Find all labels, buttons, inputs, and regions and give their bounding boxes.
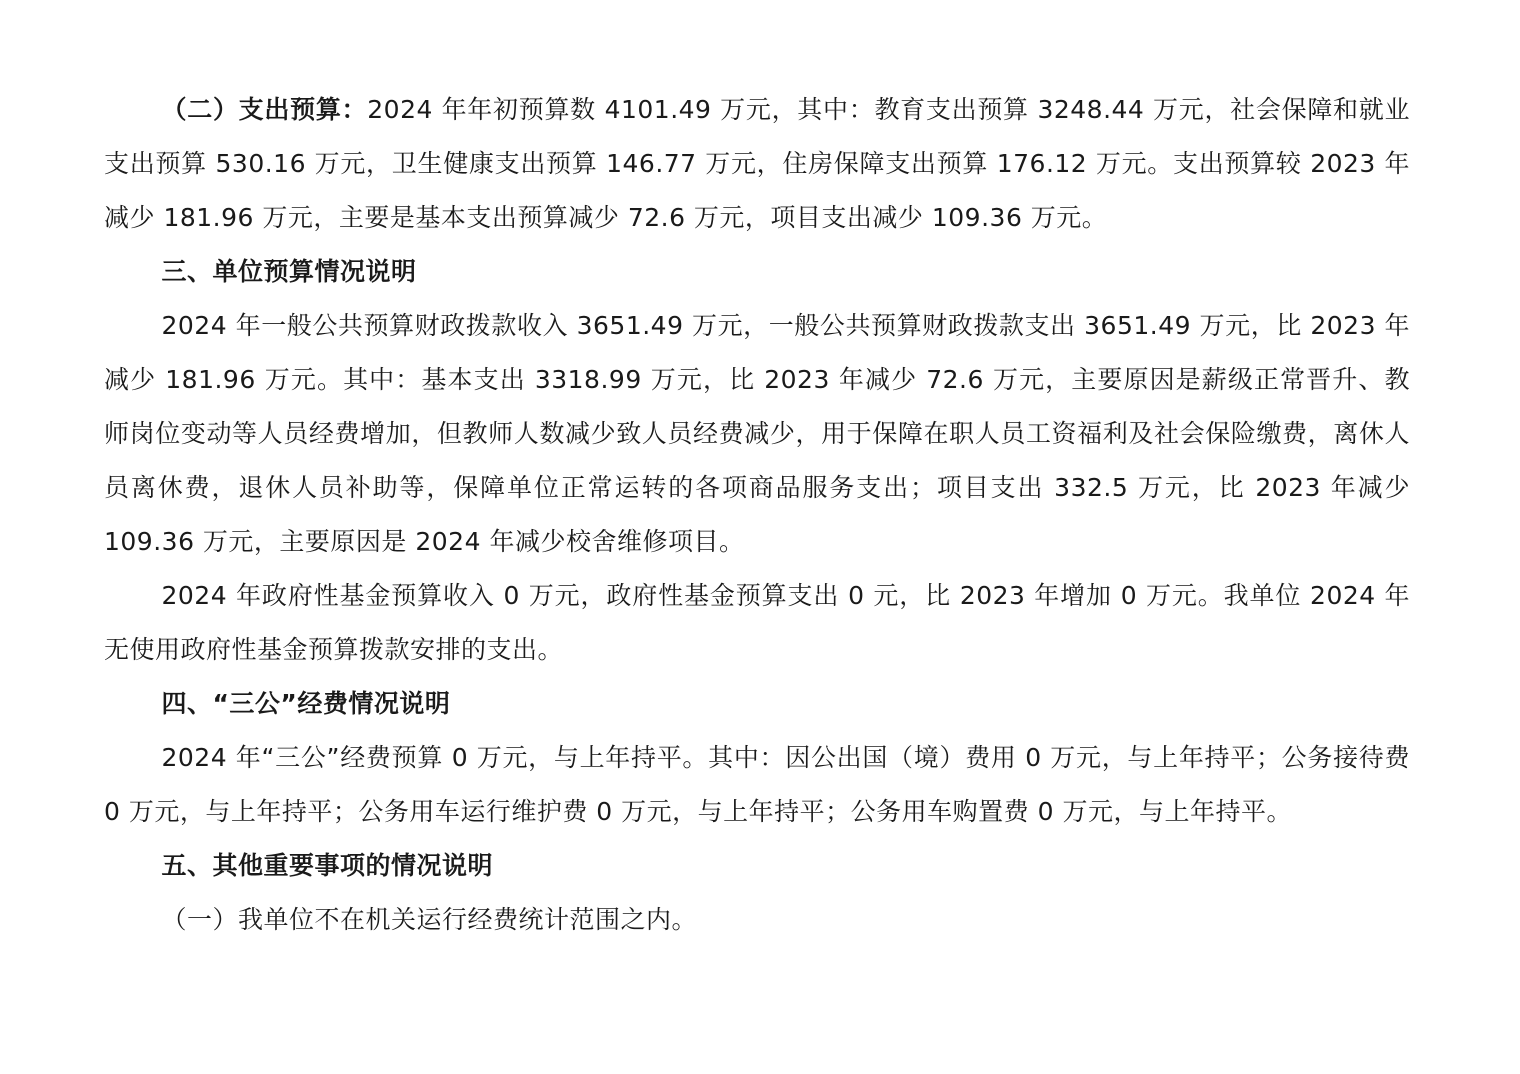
expenditure-budget-lead: （二）支出预算： [161,95,368,124]
general-budget-paragraph: 2024 年一般公共预算财政拨款收入 3651.49 万元，一般公共预算财政拨款支出 3651.49 万元，比 2023 年减少 181.96 万元。其中：基本支出 3318.99 万元，比 2023 年减少 72.6 万元，主要原因是薪级正常晋升、教师岗位变动等人员经费增加，但教师人数减少致人员经费减少，用于保障在职人员工资福利及社会保险缴费，离休人员离休费，退休人员补助等，保障单位正常运转的各项商品服务支出；项目支出 332.5 万元，比 2023 年减少 109.36 万元，主要原因是 2024 年减少校舍维修项目。 [104,311,1410,556]
three-public-paragraph: 2024 年“三公”经费预算 0 万元，与上年持平。其中：因公出国（境）费用 0 万元，与上年持平；公务接待费 0 万元，与上年持平；公务用车运行维护费 0 万元，与上年持平；公务用车购置费 0 万元，与上年持平。 [104,743,1410,826]
fund-budget-paragraph: 2024 年政府性基金预算收入 0 万元，政府性基金预算支出 0 元，比 2023 年增加 0 万元。我单位 2024 年无使用政府性基金预算拨款安排的支出。 [104,581,1410,664]
other-matters-paragraph: （一）我单位不在机关运行经费统计范围之内。 [161,905,698,934]
expenditure-budget-paragraph [104,83,1410,245]
document-page [104,83,1410,947]
expenditure-budget-body: 2024 年年初预算数 4101.49 万元，其中：教育支出预算 3248.44 万元，社会保障和就业支出预算 530.16 万元，卫生健康支出预算 146.77 万元，住房保障支出预算 176.12 万元。支出预算较 2023 年减少 181.96 万元，主要是基本支出预算减少 72.6 万元，项目支出减少 109.36 万元。 [104,95,1410,232]
section-heading-unit-budget: 三、单位预算情况说明 [161,257,417,286]
section-heading-other-matters: 五、其他重要事项的情况说明 [161,851,494,880]
section-heading-three-public: 四、“三公”经费情况说明 [161,689,451,718]
